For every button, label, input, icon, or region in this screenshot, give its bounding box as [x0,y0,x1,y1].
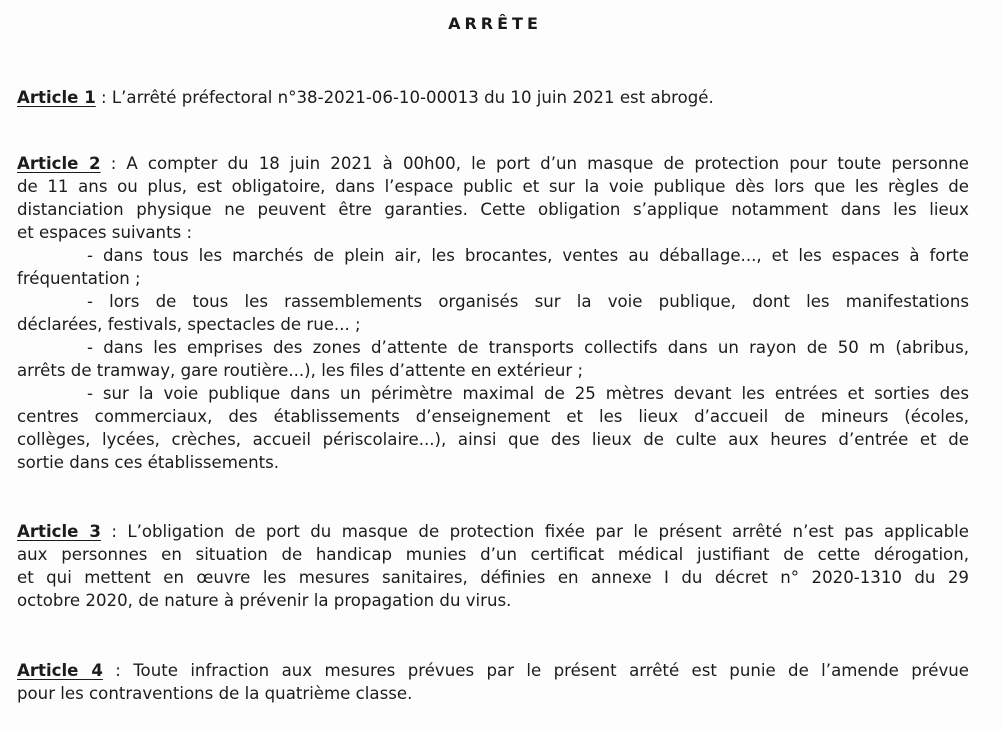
article-3-line-1: Article 3 : L’obligation de port du masque de protection fixée par le présent arrêté n’est pas applicable [17,522,970,541]
article-4-label: Article 4 [17,661,103,680]
article-2-bullet-4-cont-3: sortie dans ces établissements. [17,453,280,472]
article-2-bullet-4-cont-2: collèges, lycées, crèches, accueil périscolaire...), ainsi que des lieux de culte aux heures d’entrée et de [17,430,969,449]
article-2-label: Article 2 [17,154,101,173]
article-3-line-3: et qui mettent en œuvre les mesures sanitaires, définies en annexe I du décret n° 2020-1310 du 29 [17,568,969,587]
document-title: ARRÊTE [448,14,542,33]
article-4-line-2: pour les contraventions de la quatrième classe. [17,684,413,703]
article-2-line-4: et espaces suivants : [17,223,193,242]
article-2-bullet-4-cont-1: centres commerciaux, des établissements d’enseignement et les lieux d’accueil de mineurs (écoles, [17,407,969,426]
article-3 [17,520,969,612]
article-2-bullet-2-cont: déclarées, festivals, spectacles de rue... ; [17,315,361,334]
article-3-label: Article 3 [17,522,101,541]
article-3-line-2: aux personnes en situation de handicap munies d’un certificat médical justifiant de cette dérogation, [17,545,969,564]
article-1-label: Article 1 [17,88,96,107]
article-4 [17,659,969,705]
article-4-line-1: Article 4 : Toute infraction aux mesures prévues par le présent arrêté est punie de l’amende prévue [17,661,970,680]
article-2-bullet-1-cont: fréquentation ; [17,269,141,288]
article-2-bullet-4: - sur la voie publique dans un périmètre maximal de 25 mètres devant les entrées et sorties des [87,384,969,403]
article-2 [17,152,969,474]
article-2-bullet-1: - dans tous les marchés de plein air, les brocantes, ventes au déballage..., et les espaces à forte [87,246,969,265]
article-2-bullet-3-cont: arrêts de tramway, gare routière...), les files d’attente en extérieur ; [17,361,584,380]
article-1 [17,86,969,109]
article-3-line-4: octobre 2020, de nature à prévenir la propagation du virus. [17,591,512,610]
article-2-bullet-3: - dans les emprises des zones d’attente de transports collectifs dans un rayon de 50 m (abribus, [87,338,969,357]
article-2-line-2: de 11 ans ou plus, est obligatoire, dans l’espace public et sur la voie publique dès lors que les règles de [17,177,969,196]
article-1-line-1: Article 1 : L’arrêté préfectoral n°38-2021-06-10-00013 du 10 juin 2021 est abrogé. [17,88,714,107]
article-2-bullet-2: - lors de tous les rassemblements organisés sur la voie publique, dont les manifestations [87,292,969,311]
article-2-line-1: Article 2 : A compter du 18 juin 2021 à 00h00, le port d’un masque de protection pour toute personne [17,154,969,173]
article-2-line-3: distanciation physique ne peuvent être garanties. Cette obligation s’applique notamment dans les lieux [17,200,969,219]
